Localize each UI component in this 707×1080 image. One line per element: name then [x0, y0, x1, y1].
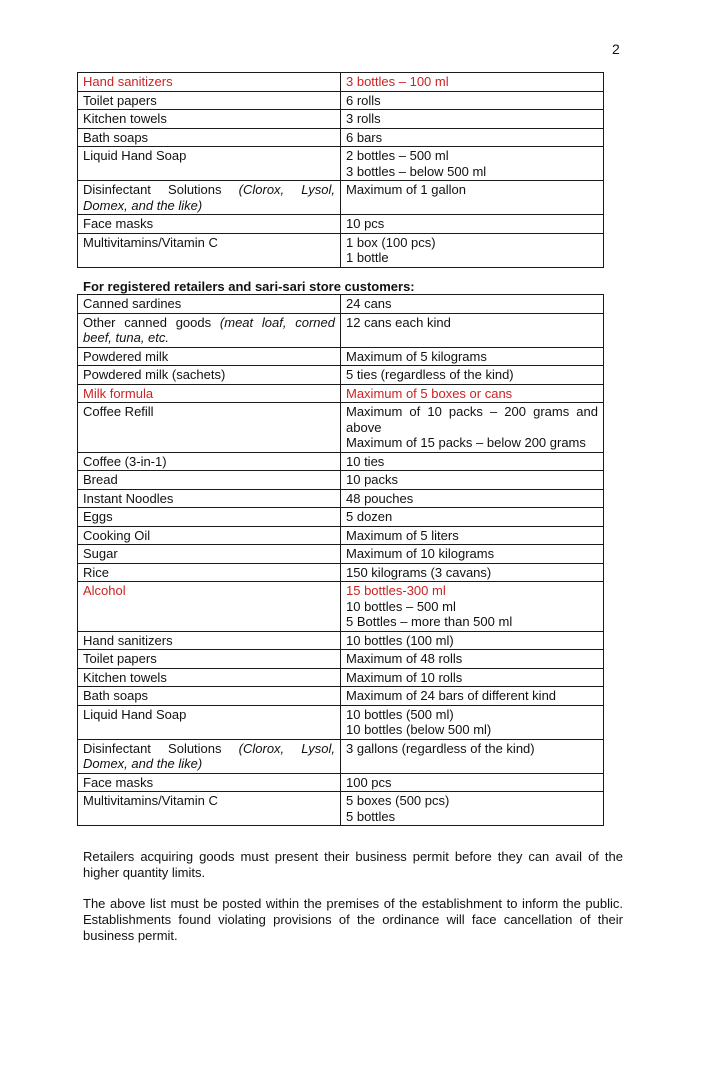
table-row [78, 347, 604, 366]
item-name: Milk formula [83, 385, 154, 401]
limit-line: 15 bottles-300 ml [346, 583, 446, 598]
item-name: Bread [83, 472, 118, 487]
limit-line: 3 bottles – 100 ml [346, 74, 449, 89]
limit-line: 1 bottle [346, 250, 389, 265]
table-body [78, 295, 604, 826]
limit-line: Maximum of 24 bars of different kind [346, 688, 557, 703]
table-row [78, 489, 604, 508]
item-name: Kitchen towels [83, 669, 167, 685]
limit-line: 10 bottles (100 ml) [346, 632, 454, 648]
limit-cell [341, 489, 604, 508]
table-row [78, 366, 604, 385]
limit-line: Maximum of 48 rolls [346, 651, 463, 666]
limit-line: 5 Bottles – more than 500 ml [346, 614, 513, 629]
limit-line: Maximum of 5 liters [346, 527, 459, 543]
table-row [78, 545, 604, 564]
item-name: Kitchen towels [83, 111, 167, 126]
item-name: Alcohol [83, 583, 126, 598]
limit-cell [341, 563, 604, 582]
table-row [78, 73, 604, 92]
table-row [78, 147, 604, 181]
item-cell [78, 295, 341, 314]
limit-line: Maximum of 10 packs – 200 grams and above [346, 404, 598, 435]
item-cell [78, 687, 341, 706]
item-name: Toilet papers [83, 651, 157, 666]
item-name: Multivitamins/Vitamin C [83, 793, 218, 808]
table-row [78, 687, 604, 706]
limit-line: 10 pcs [346, 216, 385, 231]
item-name: Coffee Refill [83, 404, 154, 419]
table-row [78, 110, 604, 129]
item-cell [78, 91, 341, 110]
limit-cell [341, 215, 604, 234]
table-row [78, 508, 604, 527]
item-name: Hand sanitizers [83, 632, 173, 648]
table-row [78, 233, 604, 267]
limit-cell [341, 384, 604, 403]
limit-cell [341, 347, 604, 366]
limit-cell [341, 366, 604, 385]
item-name: Eggs [83, 509, 113, 524]
limit-line: 3 bottles – below 500 ml [346, 163, 487, 179]
limit-line: 5 ties (regardless of the kind) [346, 367, 514, 382]
table-row [78, 403, 604, 453]
item-name: Toilet papers [83, 92, 157, 108]
item-name: Bath soaps [83, 688, 149, 703]
item-name: Disinfectant Solutions [83, 182, 222, 197]
paragraph-business-permit: Retailers acquiring goods must present their business permit before they can avail of the higher quantity limits. [83, 849, 623, 880]
limit-cell [341, 128, 604, 147]
table-row [78, 452, 604, 471]
limit-cell [341, 452, 604, 471]
page-number: 2 [612, 41, 620, 57]
limit-cell [341, 313, 604, 347]
item-name: Coffee (3-in-1) [83, 453, 167, 469]
limit-line: 10 bottles (500 ml) [346, 706, 454, 722]
item-name: Bath soaps [83, 129, 149, 145]
limit-line: 150 kilograms (3 cavans) [346, 564, 492, 580]
item-cell [78, 545, 341, 564]
item-name: Liquid Hand Soap [83, 148, 187, 163]
item-cell [78, 366, 341, 385]
limit-cell [341, 650, 604, 669]
table-row [78, 705, 604, 739]
table-row [78, 792, 604, 826]
item-name: Cooking Oil [83, 527, 151, 543]
item-cell [78, 73, 341, 92]
table-row [78, 582, 604, 632]
item-cell [78, 705, 341, 739]
item-cell [78, 582, 341, 632]
table-row [78, 773, 604, 792]
limit-line: 48 pouches [346, 490, 414, 506]
limit-cell [341, 792, 604, 826]
item-cell [78, 563, 341, 582]
limit-line: 100 pcs [346, 774, 392, 790]
limit-cell [341, 403, 604, 453]
item-name: Canned sardines [83, 296, 182, 311]
item-cell [78, 128, 341, 147]
limit-line: 10 packs [346, 472, 399, 487]
limit-line: 24 cans [346, 296, 392, 311]
limit-line: 10 ties [346, 453, 385, 469]
quantity-limits-table-consumers [77, 72, 604, 268]
limit-line: 3 gallons (regardless of the kind) [346, 740, 535, 756]
item-cell [78, 181, 341, 215]
item-cell [78, 110, 341, 129]
table-row [78, 181, 604, 215]
table-row [78, 739, 604, 773]
item-cell [78, 233, 341, 267]
table-row [78, 650, 604, 669]
item-note: (meat loaf, corned beef, tuna, etc. [83, 314, 335, 345]
limit-cell [341, 739, 604, 773]
limit-line: 6 rolls [346, 92, 381, 108]
limit-cell [341, 773, 604, 792]
limit-line: Maximum of 5 kilograms [346, 348, 487, 364]
item-name: Face masks [83, 774, 154, 790]
item-name: Powdered milk (sachets) [83, 367, 226, 382]
limit-cell [341, 471, 604, 490]
item-cell [78, 489, 341, 508]
item-cell [78, 650, 341, 669]
item-cell [78, 147, 341, 181]
item-name: Liquid Hand Soap [83, 706, 187, 722]
table-body [78, 73, 604, 268]
limit-cell [341, 110, 604, 129]
item-cell [78, 508, 341, 527]
limit-line: 6 bars [346, 129, 383, 145]
limit-line: 5 dozen [346, 509, 393, 524]
limit-cell [341, 687, 604, 706]
limit-cell [341, 233, 604, 267]
item-cell [78, 347, 341, 366]
item-name: Multivitamins/Vitamin C [83, 234, 218, 250]
limit-cell [341, 73, 604, 92]
item-cell [78, 471, 341, 490]
limit-cell [341, 147, 604, 181]
paragraph-posting-notice: The above list must be posted within the premises of the establishment to inform the public. Establishments found violating provisions of the ordinance will face cancellation of their business permit. [83, 896, 623, 943]
limit-cell [341, 295, 604, 314]
limit-cell [341, 508, 604, 527]
table-row [78, 384, 604, 403]
limit-line: 2 bottles – 500 ml [346, 148, 449, 163]
table-row [78, 526, 604, 545]
limit-line: Maximum of 10 rolls [346, 669, 463, 685]
limit-cell [341, 631, 604, 650]
limit-cell [341, 91, 604, 110]
item-cell [78, 773, 341, 792]
table-row [78, 313, 604, 347]
item-note: (Clorox, Lysol, Domex, and the like) [83, 182, 336, 213]
item-note: (Clorox, Lysol, Domex, and the like) [83, 740, 336, 771]
item-cell [78, 403, 341, 453]
section-heading-retailers: For registered retailers and sari-sari store customers: [83, 279, 415, 294]
limit-line: Maximum of 15 packs – below 200 grams [346, 435, 586, 450]
limit-line: 1 box (100 pcs) [346, 234, 436, 250]
item-name: Hand sanitizers [83, 74, 173, 89]
item-cell [78, 668, 341, 687]
limit-line: Maximum of 5 boxes or cans [346, 385, 513, 401]
item-cell [78, 313, 341, 347]
item-name: Face masks [83, 216, 154, 231]
table-row [78, 471, 604, 490]
quantity-limits-table-retailers [77, 294, 604, 826]
table-row [78, 668, 604, 687]
item-name: Other canned goods [83, 314, 212, 330]
item-name: Powdered milk [83, 348, 169, 364]
item-name: Rice [83, 564, 110, 580]
limit-line: Maximum of 10 kilograms [346, 546, 495, 561]
limit-line: 5 boxes (500 pcs) [346, 793, 450, 808]
table-row [78, 563, 604, 582]
limit-cell [341, 545, 604, 564]
limit-cell [341, 181, 604, 215]
limit-line: 5 bottles [346, 808, 396, 824]
item-cell [78, 631, 341, 650]
limit-line: 3 rolls [346, 111, 381, 126]
limit-line: 10 bottles – 500 ml [346, 598, 456, 614]
limit-cell [341, 582, 604, 632]
limit-cell [341, 668, 604, 687]
item-name: Sugar [83, 546, 118, 561]
item-name: Instant Noodles [83, 490, 174, 506]
item-cell [78, 384, 341, 403]
limit-line: Maximum of 1 gallon [346, 182, 466, 197]
item-name: Disinfectant Solutions [83, 740, 222, 756]
item-cell [78, 526, 341, 545]
table-row [78, 215, 604, 234]
limit-line: 12 cans each kind [346, 314, 451, 330]
item-cell [78, 452, 341, 471]
table-row [78, 295, 604, 314]
item-cell [78, 215, 341, 234]
table-row [78, 91, 604, 110]
item-cell [78, 739, 341, 773]
limit-line: 10 bottles (below 500 ml) [346, 722, 492, 737]
table-row [78, 128, 604, 147]
item-cell [78, 792, 341, 826]
table-row [78, 631, 604, 650]
limit-cell [341, 526, 604, 545]
limit-cell [341, 705, 604, 739]
